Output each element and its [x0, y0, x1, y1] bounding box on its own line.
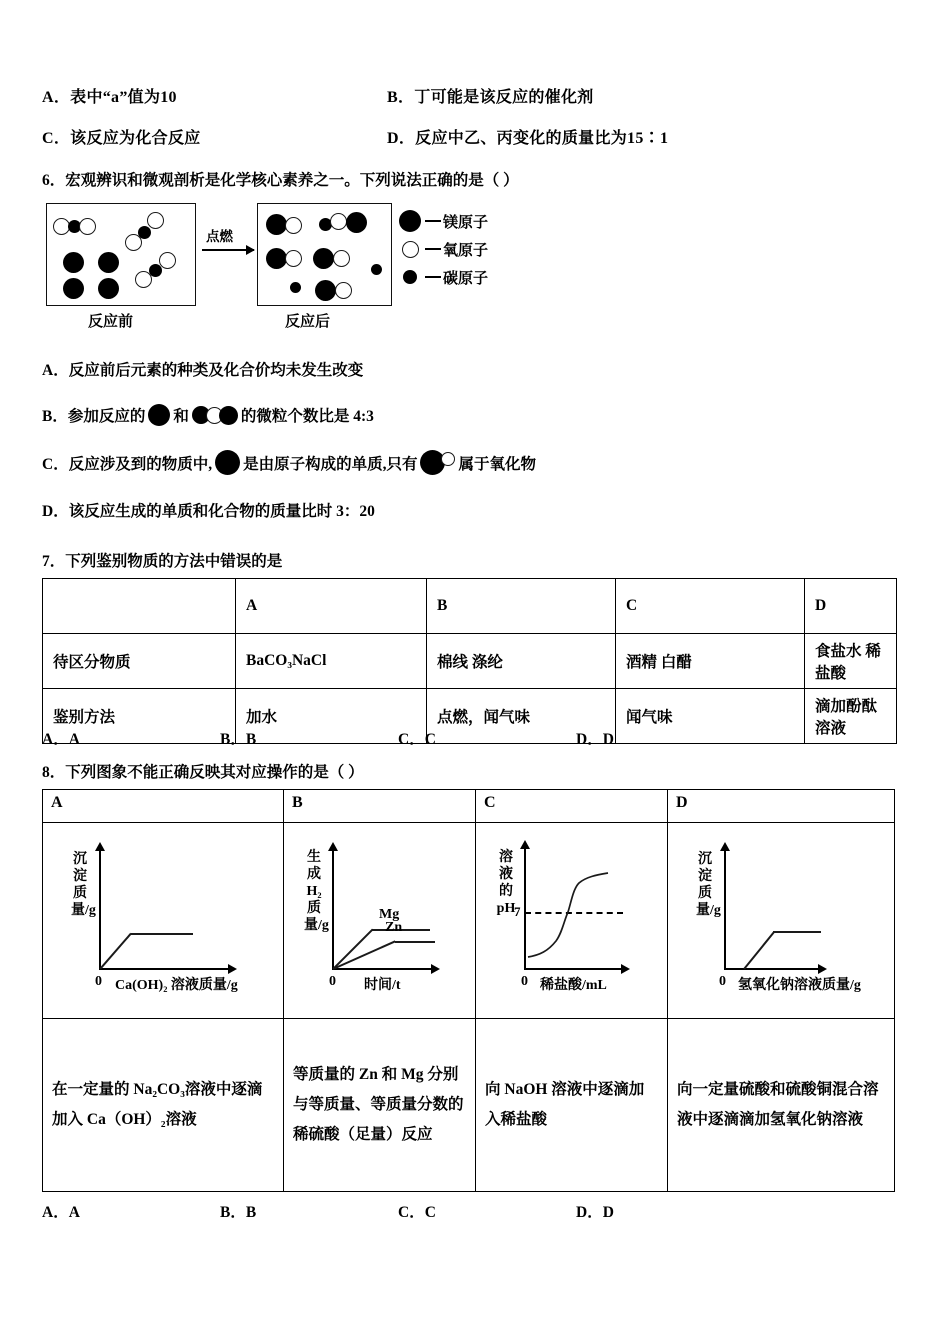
q5-option-d-text: 反应中乙、丙变化的质量比为15∶1	[415, 130, 669, 147]
q5-option-a-label: A．	[42, 89, 71, 106]
q7-answer-c: C．C	[398, 731, 436, 748]
question-7-answer-row	[42, 727, 897, 749]
legend-dash	[425, 248, 441, 250]
chart-a-xlabel: Ca(OH)₂ 溶液质量/g	[115, 978, 238, 993]
chart-c	[476, 823, 667, 1018]
magnesium-atom	[346, 212, 367, 233]
x-axis-arrow	[818, 964, 827, 974]
q8-graph-c-cell	[476, 823, 668, 1019]
q7-header-0	[43, 579, 236, 634]
carbon-atom	[290, 282, 301, 293]
q7-row-2-cell-a: 加水	[236, 689, 427, 744]
chart-b-xlabel: 时间/t	[364, 978, 401, 993]
q6-option-d-text: 该反应生成的单质和化合物的质量比时 3：20	[68, 503, 375, 520]
legend-dash	[425, 276, 441, 278]
chart-c-origin: 0	[521, 974, 528, 989]
legend-item	[397, 235, 542, 263]
magnesium-atom	[313, 248, 334, 269]
reaction-before-box	[46, 203, 196, 306]
table-row	[43, 634, 897, 689]
chart-b-origin: 0	[329, 974, 336, 989]
question-5-options	[42, 84, 908, 166]
oxygen-atom	[335, 282, 352, 299]
q7-row-1-head: 待区分物质	[43, 634, 236, 689]
q5-option-row-1	[42, 84, 908, 107]
chart-b-zn-plateau	[395, 941, 435, 943]
chart-c-ytick-7: 7	[514, 904, 521, 919]
q7-row-1-cell-a: BaCO₃NaCl	[236, 634, 427, 689]
q8-graph-a-cell	[43, 823, 284, 1019]
carbon-atom-icon	[397, 270, 423, 284]
q5-option-c-text: 该反应为化合反应	[70, 130, 201, 147]
description-row	[43, 1019, 895, 1192]
chart-d-line-rise	[743, 932, 774, 970]
oxygen-atom	[159, 252, 176, 269]
question-7-table	[42, 578, 897, 744]
figure-caption-before: 反应前	[88, 314, 134, 330]
magnesium-atom	[63, 278, 84, 299]
q7-header-d: D	[805, 579, 897, 634]
chart-c-curve	[476, 823, 659, 1018]
q7-header-b: B	[427, 579, 616, 634]
magnesium-atom-icon	[215, 450, 240, 475]
chart-a-line-plateau	[131, 933, 193, 935]
y-axis-arrow	[720, 842, 730, 851]
table-header-row	[43, 790, 895, 823]
q8-answer-b: B．B	[220, 1204, 257, 1221]
chart-d-line-plateau	[773, 931, 821, 933]
q8-description-b: 等质量的 Zn 和 Mg 分别与等质量、等质量分数的稀硫酸（足量）反应	[284, 1019, 476, 1192]
magnesium-atom	[266, 248, 287, 269]
legend-item	[397, 263, 542, 291]
q8-description-c: 向 NaOH 溶液中逐滴加入稀盐酸	[476, 1019, 668, 1192]
magnesium-atom	[98, 252, 119, 273]
q7-answer-d: D．D	[576, 731, 614, 748]
legend-dash	[425, 220, 441, 222]
question-8-answer-row	[42, 1200, 897, 1222]
y-axis	[99, 851, 101, 969]
q8-graph-d-cell	[668, 823, 895, 1019]
q8-description-d: 向一定量硫酸和硫酸铜混合溶液中逐滴滴加氢氧化钠溶液	[668, 1019, 895, 1192]
q5-option-b-label: B．	[387, 89, 415, 106]
legend-label: 氧原子	[443, 242, 489, 259]
magnesium-oxide-molecule-icon	[420, 450, 455, 475]
x-axis	[724, 968, 819, 970]
question-8-stem: 8．下列图象不能正确反映其对应操作的是（ ）	[42, 764, 364, 781]
q6-option-b-pre: 参加反应的	[67, 408, 146, 425]
question-6-stem: 6．宏观辨识和微观剖析是化学核心素养之一。下列说法正确的是（ ）	[42, 172, 519, 189]
q5-option-c-label: C．	[42, 130, 71, 147]
reaction-after-box	[257, 203, 392, 306]
q6-option-c-mid: 是由原子构成的单质,只有	[243, 455, 418, 473]
oxygen-atom	[135, 271, 152, 288]
q7-row-1-cell-b: 棉线 涤纶	[427, 634, 616, 689]
q5-option-a-text: 表中“a”值为10	[70, 89, 177, 106]
question-6-figure	[42, 197, 542, 337]
reaction-condition-label: 点燃	[206, 229, 233, 244]
q8-header-b: B	[284, 790, 476, 823]
y-axis	[332, 851, 334, 969]
magnesium-atom	[63, 252, 84, 273]
q7-answer-b: B．B	[220, 731, 257, 748]
q5-option-d-label: D．	[387, 130, 416, 147]
q6-option-b-post: 的微粒个数比是 4:3	[240, 408, 374, 425]
oxygen-atom	[333, 250, 350, 267]
question-6-options	[42, 358, 922, 545]
q6-option-b	[42, 404, 922, 426]
magnesium-atom	[315, 280, 336, 301]
x-axis-arrow	[228, 964, 237, 974]
q6-option-d	[42, 499, 922, 521]
x-axis	[332, 968, 432, 970]
carbon-atom	[371, 264, 382, 275]
chart-b-series-label-zn: Zn	[385, 920, 403, 935]
legend-label: 碳原子	[443, 270, 489, 287]
q7-answer-a: A．A	[42, 731, 80, 748]
q8-header-d: D	[668, 790, 895, 823]
q7-row-1-cell-d: 食盐水 稀盐酸	[805, 634, 897, 689]
q6-option-c-pre: 反应涉及到的物质中,	[68, 455, 213, 473]
q7-row-2-head: 鉴别方法	[43, 689, 236, 744]
oxygen-atom	[79, 218, 96, 235]
chart-b	[284, 823, 475, 1018]
chart-c-ylabel: 溶液的pH	[496, 850, 516, 916]
legend-label: 镁原子	[443, 214, 489, 231]
q6-option-b-label: B．	[42, 408, 68, 425]
oxygen-atom	[147, 212, 164, 229]
q6-option-c	[42, 450, 922, 475]
q8-description-a: 在一定量的 Na₂CO₃溶液中逐滴加入 Ca（OH）₂溶液	[43, 1019, 284, 1192]
figure-legend	[397, 207, 542, 291]
figure-caption-after: 反应后	[285, 314, 331, 330]
oxygen-atom	[285, 250, 302, 267]
q8-header-a: A	[43, 790, 284, 823]
q5-option-b-text: 丁可能是该反应的催化剂	[414, 89, 594, 106]
q7-row-1-cell-c: 酒精 白醋	[616, 634, 805, 689]
oxygen-atom-icon	[397, 241, 423, 258]
reaction-arrow	[202, 249, 254, 251]
oxygen-atom	[125, 234, 142, 251]
question-8-table	[42, 789, 895, 1192]
q6-option-a	[42, 358, 922, 380]
chart-c-xlabel: 稀盐酸/mL	[540, 978, 607, 993]
q6-option-a-text: 反应前后元素的种类及化合价均未发生改变	[68, 362, 364, 379]
chart-d-origin: 0	[719, 974, 726, 989]
carbon-dioxide-molecule-icon	[192, 406, 238, 425]
q5-option-row-2	[42, 125, 908, 148]
chart-a-ylabel: 沉淀质量/g	[71, 852, 96, 918]
x-axis	[99, 968, 229, 970]
oxygen-atom	[330, 213, 347, 230]
magnesium-atom-icon	[148, 404, 170, 426]
q8-answer-d: D．D	[576, 1204, 614, 1221]
chart-d	[668, 823, 894, 1018]
y-axis-arrow	[328, 842, 338, 851]
magnesium-atom-icon	[397, 210, 423, 232]
chart-b-zn-rise	[333, 940, 396, 969]
chart-a-line-rise	[99, 933, 131, 970]
q7-row-2-cell-d: 滴加酚酞溶液	[805, 689, 897, 744]
chart-a-origin: 0	[95, 974, 102, 989]
graph-row	[43, 823, 895, 1019]
q8-answer-a: A．A	[42, 1204, 80, 1221]
q8-graph-b-cell	[284, 823, 476, 1019]
q6-option-a-label: A．	[42, 362, 69, 379]
q6-option-c-post: 属于氧化物	[458, 455, 536, 473]
legend-item	[397, 207, 542, 235]
q6-option-b-mid: 和	[173, 408, 189, 425]
magnesium-atom	[98, 278, 119, 299]
q7-row-2-cell-b: 点燃，闻气味	[427, 689, 616, 744]
chart-a	[43, 823, 283, 1018]
q5-option-d	[387, 125, 908, 148]
table-header-row	[43, 579, 897, 634]
chart-b-series-label-mg: Mg	[379, 907, 400, 922]
oxygen-atom	[285, 217, 302, 234]
chart-b-ylabel: 生成H₂质量/g	[304, 850, 329, 933]
chart-b-mg-rise	[332, 929, 373, 970]
chart-d-xlabel: 氢氧化钠溶液质量/g	[738, 978, 861, 993]
q6-option-d-label: D．	[42, 503, 69, 520]
q7-header-a: A	[236, 579, 427, 634]
q6-option-c-label: C．	[42, 455, 69, 473]
y-axis	[724, 851, 726, 969]
q5-option-b	[387, 84, 908, 107]
question-7-stem: 7．下列鉴别物质的方法中错误的是	[42, 553, 283, 570]
y-axis-arrow	[95, 842, 105, 851]
magnesium-atom	[266, 214, 287, 235]
q8-header-c: C	[476, 790, 668, 823]
q8-answer-c: C．C	[398, 1204, 436, 1221]
q5-option-a	[42, 84, 387, 107]
chart-d-ylabel: 沉淀质量/g	[696, 852, 721, 918]
q5-option-c	[42, 125, 387, 148]
q7-header-c: C	[616, 579, 805, 634]
q7-row-2-cell-c: 闻气味	[616, 689, 805, 744]
x-axis-arrow	[431, 964, 440, 974]
